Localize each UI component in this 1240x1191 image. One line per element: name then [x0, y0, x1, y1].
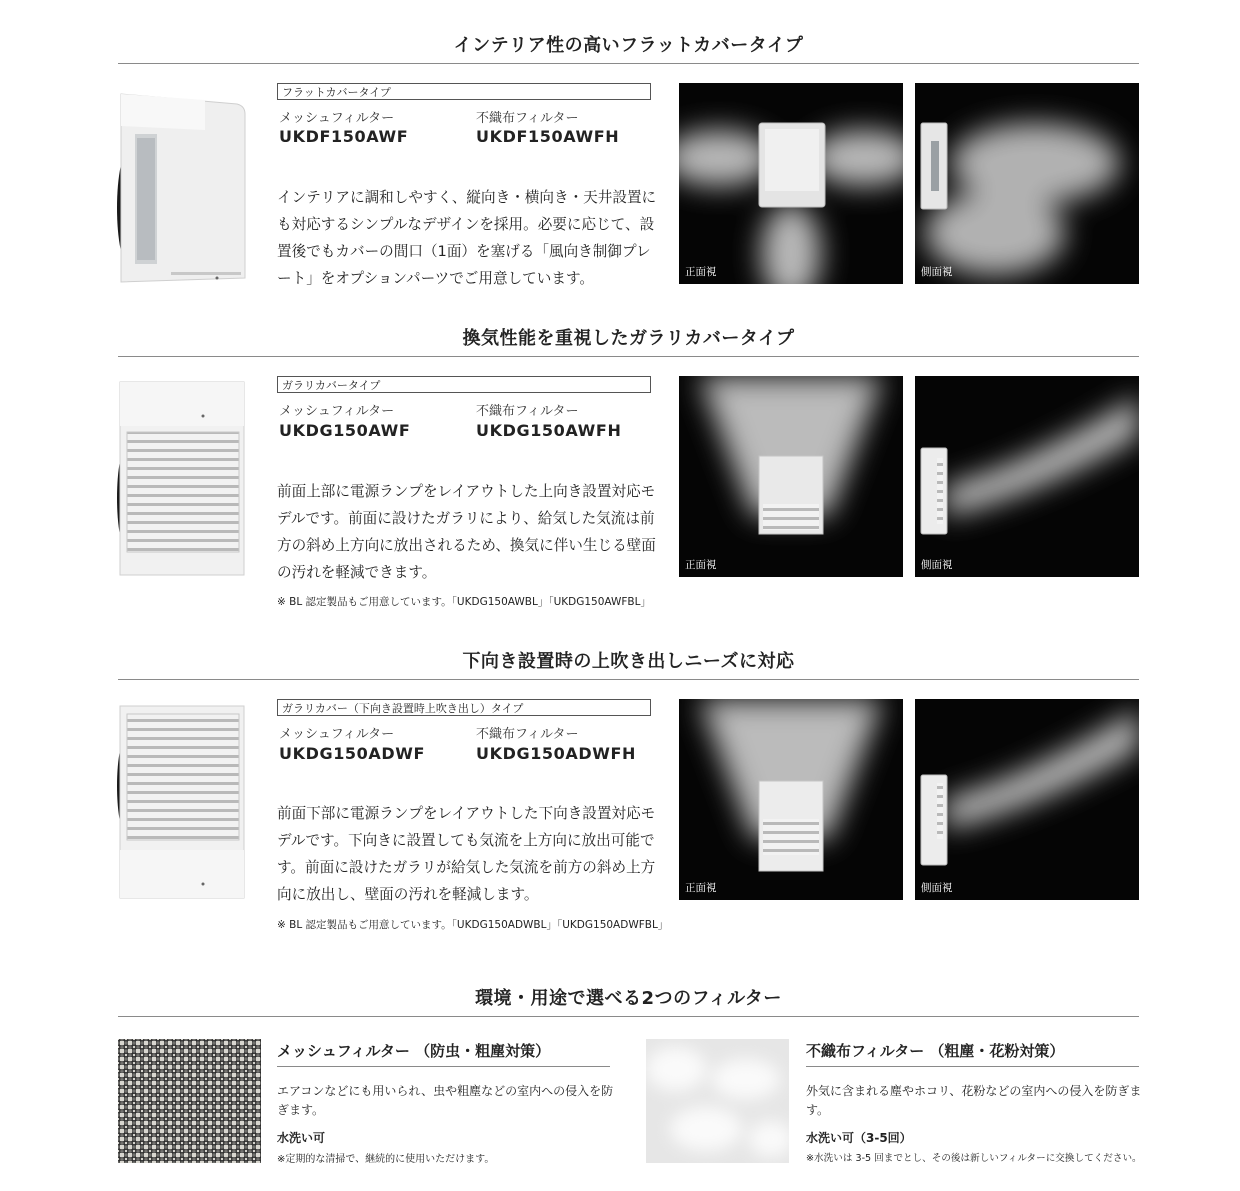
- section1-nonwoven-model: UKDF150AWFH: [476, 127, 620, 146]
- section3-front-photo: [679, 699, 903, 900]
- section1-side-photo: [915, 83, 1139, 284]
- nonwoven-filter-texture-image: [646, 1039, 789, 1163]
- section3-nonwoven-model: UKDG150ADWFH: [476, 744, 637, 763]
- section1-side-caption: 側面視: [921, 266, 953, 278]
- nonwoven-filter-description: 外気に含まれる塵やホコリ、花粉などの室内への侵入を防ぎます。: [806, 1084, 1142, 1117]
- louver-downward-product-image: [117, 704, 247, 900]
- section3-side-photo: [915, 699, 1139, 900]
- section3-bl-note: ※ BL 認定製品もご用意しています。「UKDG150ADWBL」「UKDG150ADWFBL」: [277, 919, 669, 931]
- section2-bl-note: ※ BL 認定製品もご用意しています。「UKDG150AWBL」「UKDG150AWFBL」: [277, 596, 651, 608]
- section1-front-caption: 正面視: [685, 266, 717, 278]
- section1-mesh-model: UKDF150AWF: [279, 127, 409, 146]
- section2-nonwoven-label: 不織布フィルター: [476, 404, 579, 419]
- mesh-filter-note: ※定期的な清掃で、継続的に使用いただけます。: [277, 1154, 495, 1165]
- section2-divider: [118, 356, 1139, 357]
- mesh-filter-description: エアコンなどにも用いられ、虫や粗塵などの室内への侵入を防ぎます。: [277, 1084, 614, 1117]
- section2-mesh-label: メッシュフィルター: [279, 404, 395, 419]
- section3-side-caption: 側面視: [921, 882, 953, 894]
- section2-side-caption: 側面視: [921, 559, 953, 571]
- section3-mesh-label: メッシュフィルター: [279, 727, 395, 742]
- section1-nonwoven-label: 不織布フィルター: [476, 111, 579, 126]
- section2-front-photo: [679, 376, 903, 577]
- flat-cover-product-image: [117, 90, 247, 285]
- section3-divider: [118, 679, 1139, 680]
- section2-nonwoven-model: UKDG150AWFH: [476, 421, 622, 440]
- section2-title: 換気性能を重視したガラリカバータイプ: [462, 328, 795, 349]
- section1-type-label: フラットカバータイプ: [277, 83, 651, 100]
- section3-type-label: ガラリカバー（下向き設置時上吹き出し）タイプ: [277, 699, 651, 716]
- mesh-filter-wash: 水洗い可: [277, 1131, 326, 1145]
- filters-title: 環境・用途で選べる2つのフィルター: [475, 988, 782, 1009]
- mesh-filter-divider: [277, 1066, 610, 1067]
- section2-front-caption: 正面視: [685, 559, 717, 571]
- section1-divider: [118, 63, 1139, 64]
- section2-description: 前面上部に電源ランプをレイアウトした上向き設置対応モデルです。前面に設けたガラリにより、給気した気流は前方の斜め上方向に放出されるため、換気に伴い生じる壁面の汚れを軽減できます。: [277, 483, 656, 581]
- mesh-filter-title: メッシュフィルター （防虫・粗塵対策）: [277, 1042, 551, 1060]
- section1-title: インテリア性の高いフラットカバータイプ: [453, 35, 804, 56]
- nonwoven-filter-title: 不織布フィルター （粗塵・花粉対策）: [806, 1042, 1065, 1060]
- louver-cover-product-image: [117, 380, 247, 577]
- nonwoven-filter-note: ※水洗いは 3-5 回までとし、その後は新しいフィルターに交換してください。: [806, 1153, 1142, 1164]
- section3-title: 下向き設置時の上吹き出しニーズに対応: [462, 651, 795, 672]
- section2-mesh-model: UKDG150AWF: [279, 421, 411, 440]
- section1-front-photo: [679, 83, 903, 284]
- section2-side-photo: [915, 376, 1139, 577]
- section3-front-caption: 正面視: [685, 882, 717, 894]
- section3-nonwoven-label: 不織布フィルター: [476, 727, 579, 742]
- section3-mesh-model: UKDG150ADWF: [279, 744, 426, 763]
- section1-description: インテリアに調和しやすく、縦向き・横向き・天井設置にも対応するシンプルなデザインを採用。必要に応じて、設置後でもカバーの間口（1面）を塞げる「風向き制御プレート」をオプションパーツでご用意しています。: [277, 189, 657, 287]
- mesh-filter-texture-image: [118, 1039, 261, 1163]
- filters-divider: [118, 1016, 1139, 1017]
- section3-description: 前面下部に電源ランプをレイアウトした下向き設置対応モデルです。下向きに設置しても気流を上方向に放出可能です。前面に設けたガラリが給気した気流を前方の斜め上方向に放出し、壁面の汚れを軽減します。: [277, 805, 656, 903]
- section1-mesh-label: メッシュフィルター: [279, 111, 395, 126]
- section2-type-label: ガラリカバータイプ: [277, 376, 651, 393]
- nonwoven-filter-divider: [806, 1066, 1139, 1067]
- nonwoven-filter-wash: 水洗い可（3-5回）: [806, 1131, 912, 1145]
